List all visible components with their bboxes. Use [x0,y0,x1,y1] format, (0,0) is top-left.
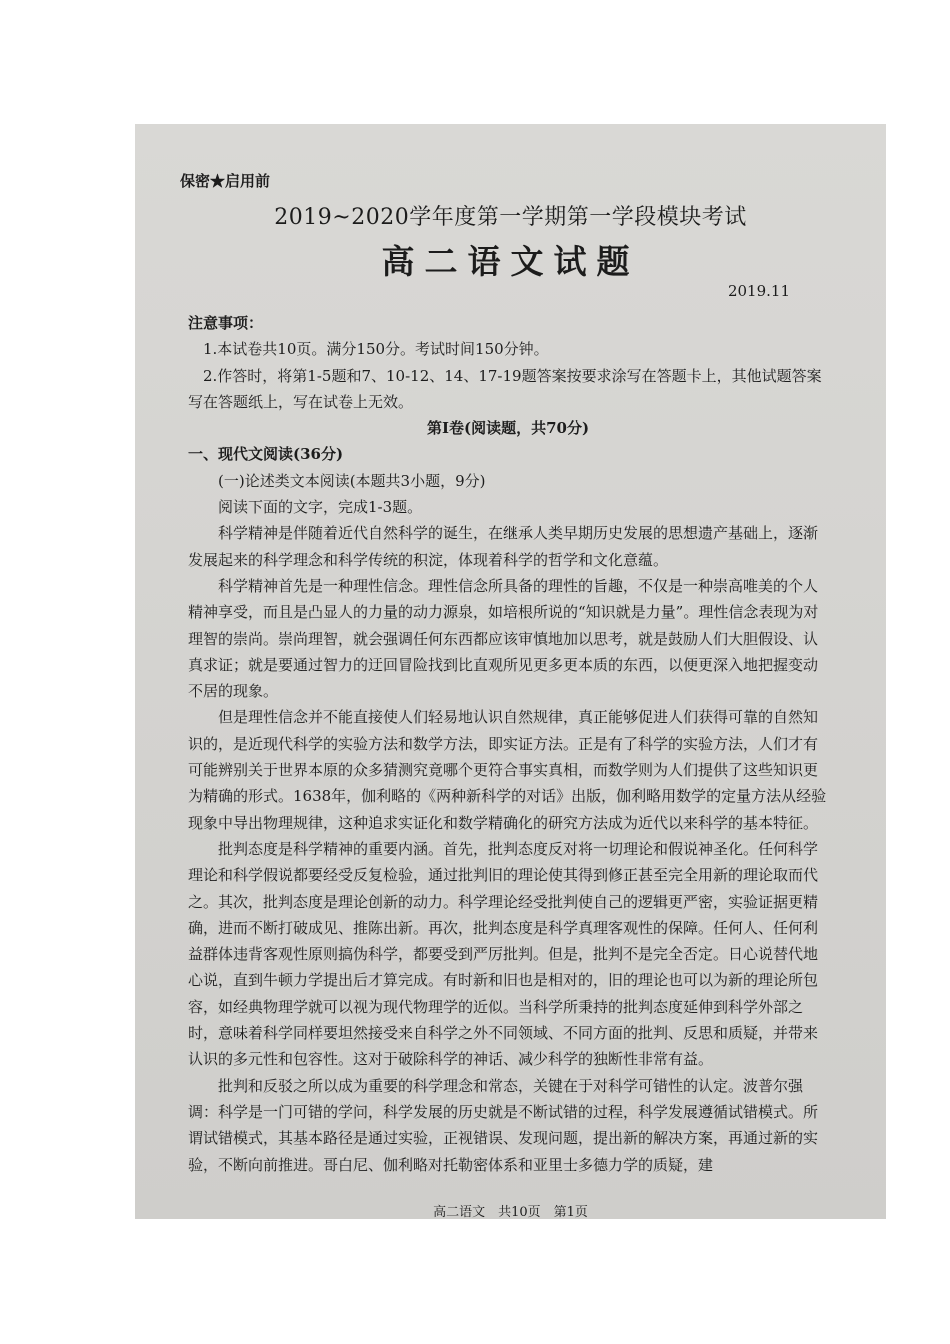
passage-paragraph: 但是理性信念并不能直接使人们轻易地认识自然规律，真正能够促进人们获得可靠的自然知识的，是近现代科学的实验方法和数学方法，即实证方法。正是有了科学的实验方法，人们才有可能辨别关于世界本原的众多猜测究竟哪个更符合事实真相，而数学则为人们提供了这些知识更为精确的形式。1638年，伽利略的《两种新科学的对话》出版，伽利略用数学的定量方法从经验现象中导出物理规律，这种追求实证化和数学精确化的研究方法成为近代以来科学的基本特征。 [188,708,827,832]
notice-heading: 注意事项： [188,314,264,332]
page-title: 高二语文试题 [381,242,640,281]
notice-item-2: 2.作答时，将第1-5题和7、10-12、14、17-19题答案按要求涂写在答题卡上，其他试题答案写在答题纸上，写在试卷上无效。 [188,366,822,411]
passage-paragraph: 批判态度是科学精神的重要内涵。首先，批判态度反对将一切理论和假说神圣化。任何科学理论和科学假说都要经受反复检验，通过批判旧的理论使其得到修正甚至完全用新的理论取而代之。其次，批判态度是理论创新的动力。科学理论经受批判使自己的逻辑更严密，实验证据更精确，进而不断打破成见、推陈出新。再次，批判态度是科学真理客观性的保障。任何人、任何利益群体违背客观性原则搞伪科学，都要受到严厉批判。但是，批判不是完全否定。日心说替代地心说，直到牛顿力学提出后才算完成。有时新和旧也是相对的，旧的理论也可以为新的理论所包容，如经典物理学就可以视为现代物理学的近似。当科学所秉持的批判态度延伸到科学外部之时，意味着科学同样要坦然接受来自科学之外不同领域、不同方面的批判、反思和质疑，并带来认识的多元性和包容性。这对于破除科学的神话、减少科学的独断性非常有益。 [188,839,819,1069]
paper-content [188,310,828,1178]
confidential-label: 保密★启用前 [180,172,271,190]
exam-paper [135,124,886,1219]
passage-paragraph: 科学精神首先是一种理性信念。理性信念所具备的理性的旨趣，不仅是一种崇高唯美的个人 精神享受，而且是凸显人的力量的动力源泉，如培根所说的“知识就是力量”。理性信念表现为对理智的崇尚。崇尚理智，就会强调任何东西都应该审慎地加以思考，就是鼓励人们大胆假设、认真求证；就是要通过智力的迂回冒险找到比直观所见更多更本质的东西，以便更深入地把握变动不居的现象。 [188,576,819,701]
sub-section-heading: (一)论述类文本阅读(本题共3小题，9分) [218,471,486,490]
exam-date: 2019.11 [727,282,790,300]
passage-paragraph: 批判和反驳之所以成为重要的科学理念和常态，关键在于对科学可错性的认定。波普尔强调：科学是一门可错的学问，科学发展的历史就是不断试错的过程，科学发展遵循试错模式。所谓试错模式，其基本路径是通过实验，正视错误、发现问题，提出新的解决方案，再通过新的实验，不断向前推进。哥白尼、伽利略对托勒密体系和亚里士多德力学的质疑，建 [188,1076,819,1174]
volume-title: 第Ⅰ卷(阅读题，共70分) [426,419,590,438]
passage-paragraph: 科学精神是伴随着近代自然科学的诞生，在继承人类早期历史发展的思想遗产基础上，逐渐发展起来的科学理念和科学传统的积淀，体现着科学的哲学和文化意蕴。 [188,524,819,569]
section-heading: 一、现代文阅读(36分) [188,445,344,464]
exam-title: 2019~2020学年度第一学期第一学段模块考试 [274,205,747,230]
notice-item-1: 1.本试卷共10页。满分150分。考试时间150分钟。 [203,340,549,359]
reading-instruction: 阅读下面的文字，完成1-3题。 [218,498,423,517]
page-footer: 高二语文 共10页 第1页 [433,1205,588,1220]
